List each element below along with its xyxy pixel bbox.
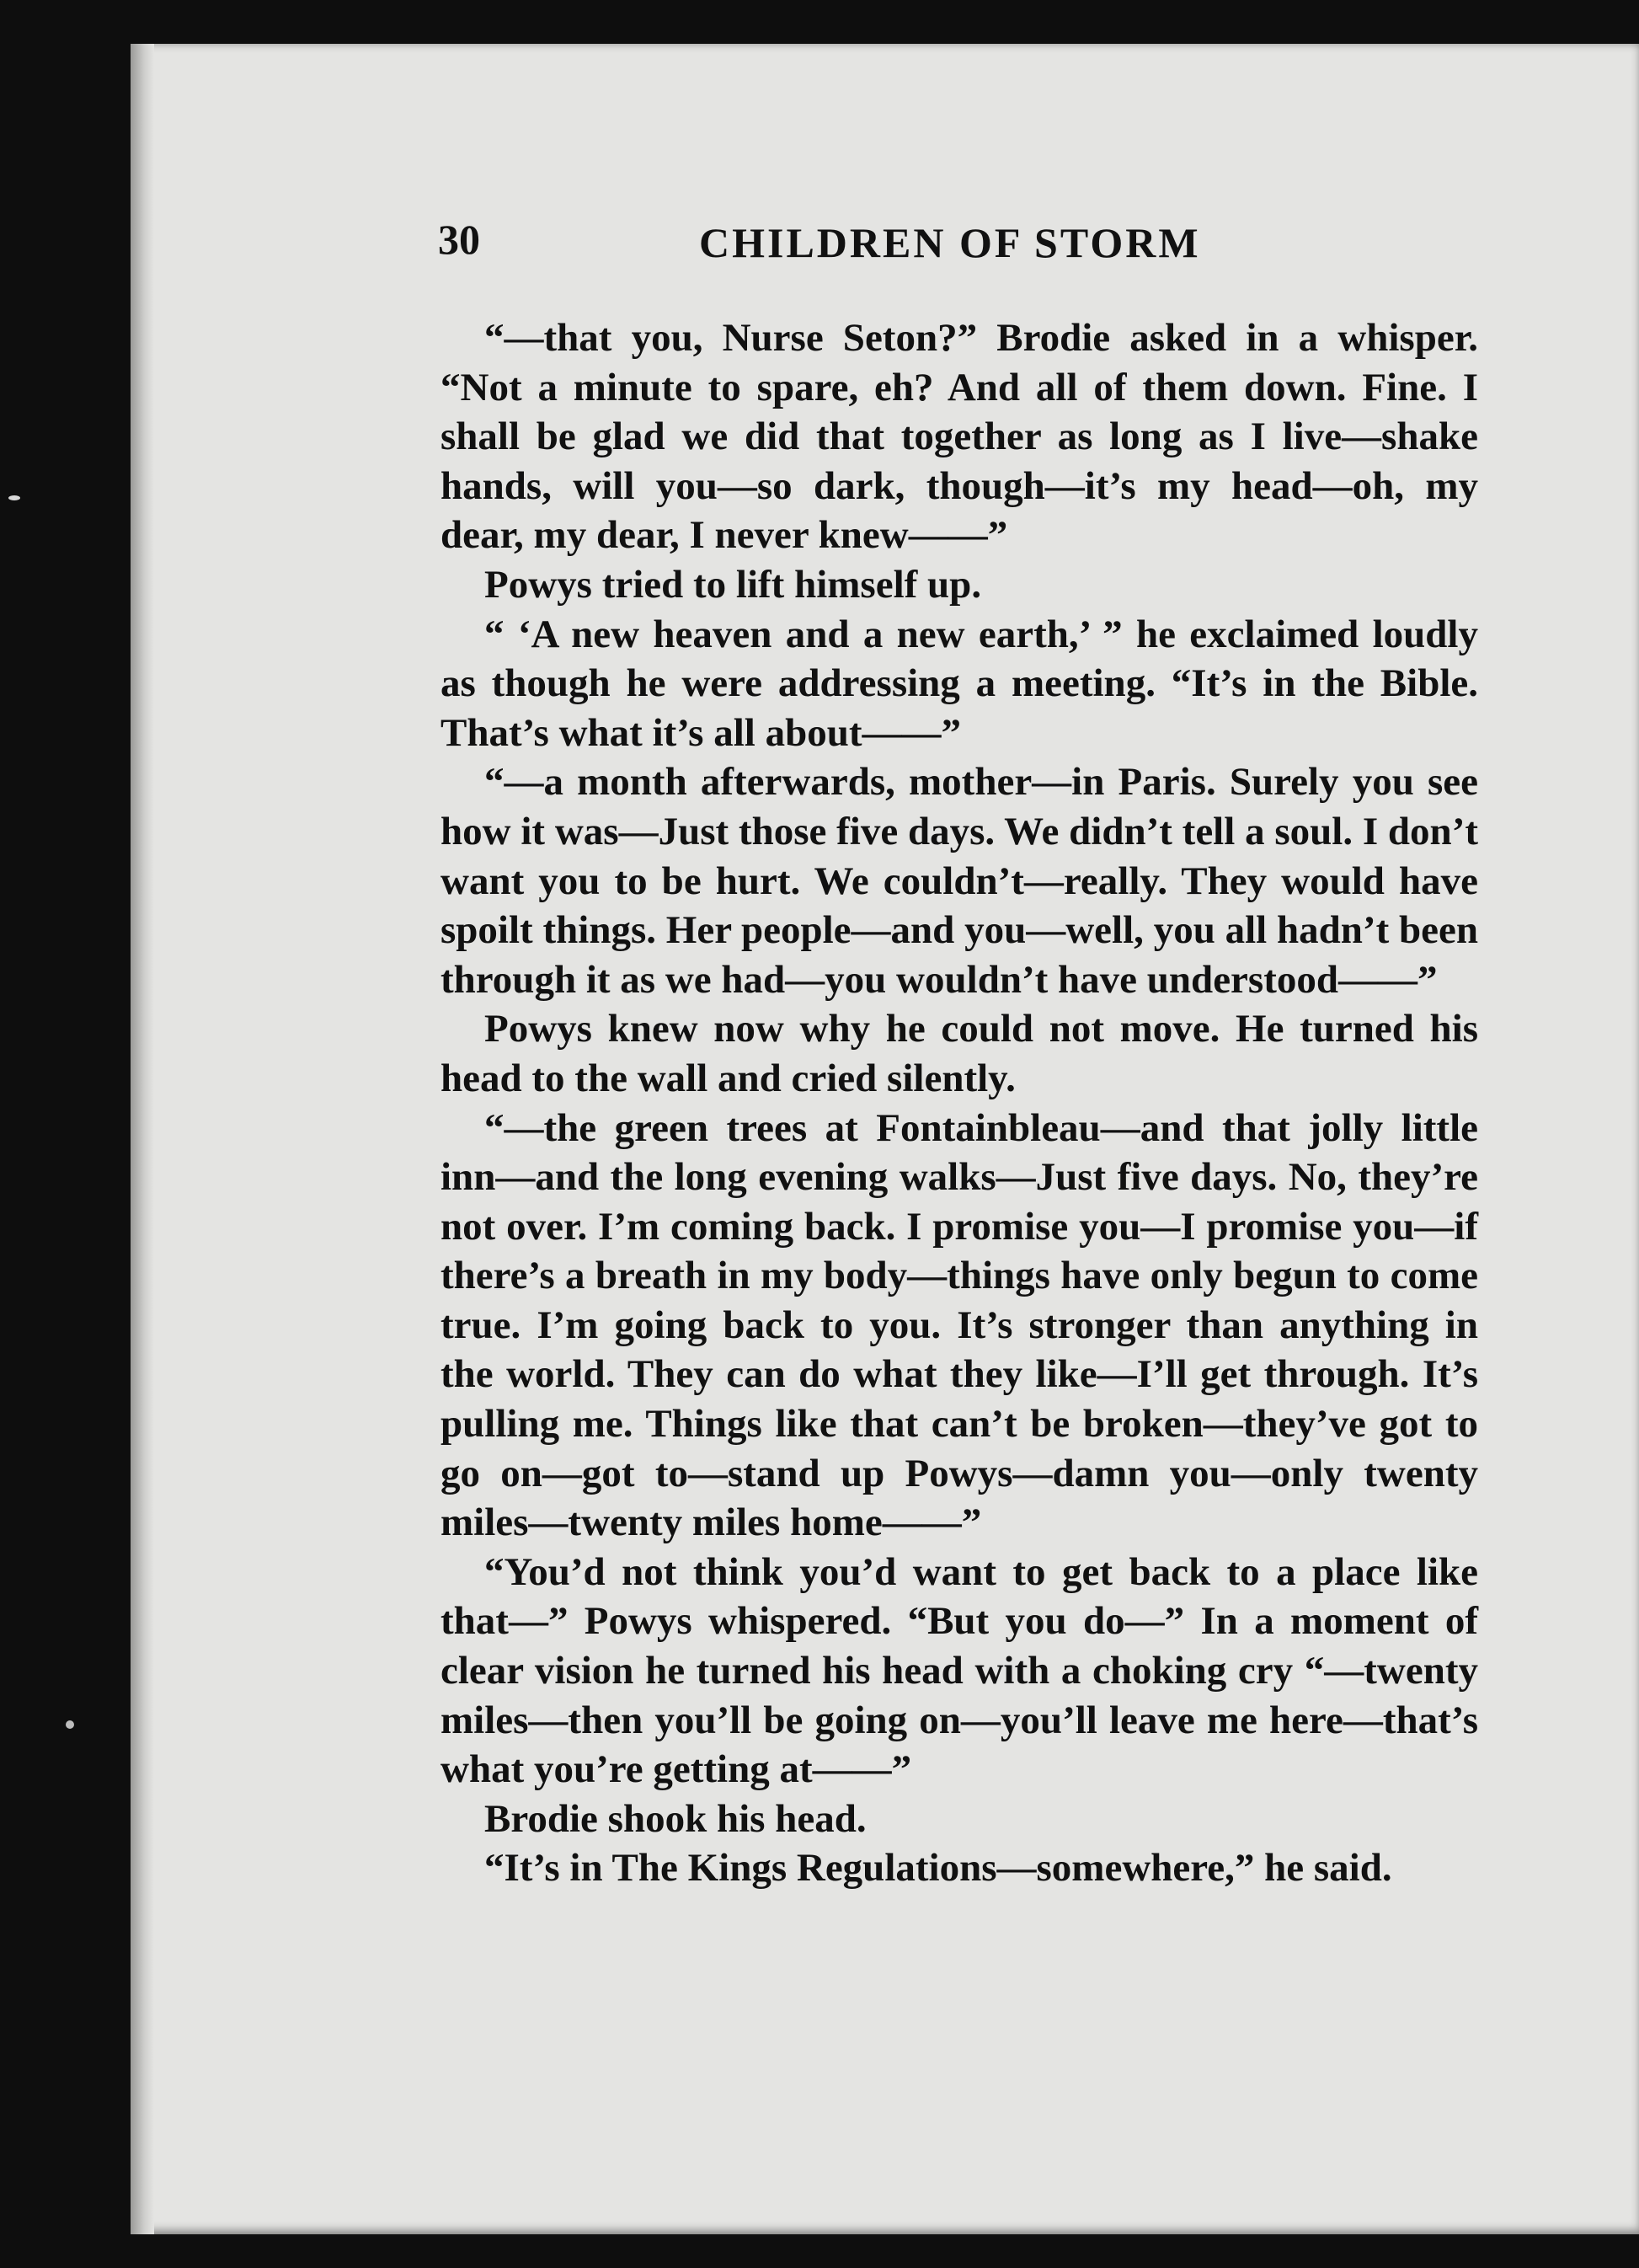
paragraph: “—the green trees at Fontainbleau—and that jolly little inn—and the long evening walks—Just five days. No, they’re not over. I’m coming back. I promise you—I promise you—if there’s a breath in my body—things have only begun to come true. I’m going back to you. It’s stronger than anything in the world. They can do what they like—I’ll get through. It’s pulling me. Things like that can’t be broken—they’ve got to go on—got to—stand up Powys—damn you—only twenty miles—twenty miles home——” <box>440 1105 1478 1545</box>
paragraph: Powys tried to lift himself up. <box>484 562 982 607</box>
page-gutter-shadow <box>131 44 154 2234</box>
paragraph: “It’s in The Kings Regulations—somewhere,” he said. <box>484 1846 1392 1891</box>
page-number: 30 <box>438 216 480 263</box>
running-title: CHILDREN OF STORM <box>699 219 1201 266</box>
page-header <box>438 215 1533 282</box>
body-text <box>440 313 1478 1893</box>
film-speck <box>8 495 20 500</box>
paragraph: “—that you, Nurse Seton?” Brodie asked in a whisper. “Not a minute to spare, eh? And all of them down. Fine. I shall be glad we did that together as long as I live—shake hands, will you—so dark, though—it’s my head—oh, my dear, my dear, I never knew——” <box>440 316 1478 558</box>
paragraph: “—a month afterwards, mother—in Paris. Surely you see how it was—Just those five days. We didn’t tell a soul. I don’t want you to be hurt. We couldn’t—really. They would have spoilt things. Her people—and you—well, you all hadn’t been through it as we had—you wouldn’t have understood——” <box>440 760 1478 1002</box>
paragraph: “You’d not think you’d want to get back to a place like that—” Powys whispered. “But you do—” In a moment of clear vision he turned his head with a choking cry “—twenty miles—then you’ll be going on—you’ll leave me here—that’s what you’re getting at——” <box>440 1549 1478 1792</box>
paragraph: Powys knew now why he could not move. He turned his head to the wall and cried silently. <box>440 1007 1478 1100</box>
film-speck <box>66 1720 74 1729</box>
paragraph: Brodie shook his head. <box>484 1796 867 1841</box>
paragraph: “ ‘A new heaven and a new earth,’ ” he exclaimed loudly as though he were addressing a meeting. “It’s in the Bible. That’s what it’s all about——” <box>440 612 1478 755</box>
